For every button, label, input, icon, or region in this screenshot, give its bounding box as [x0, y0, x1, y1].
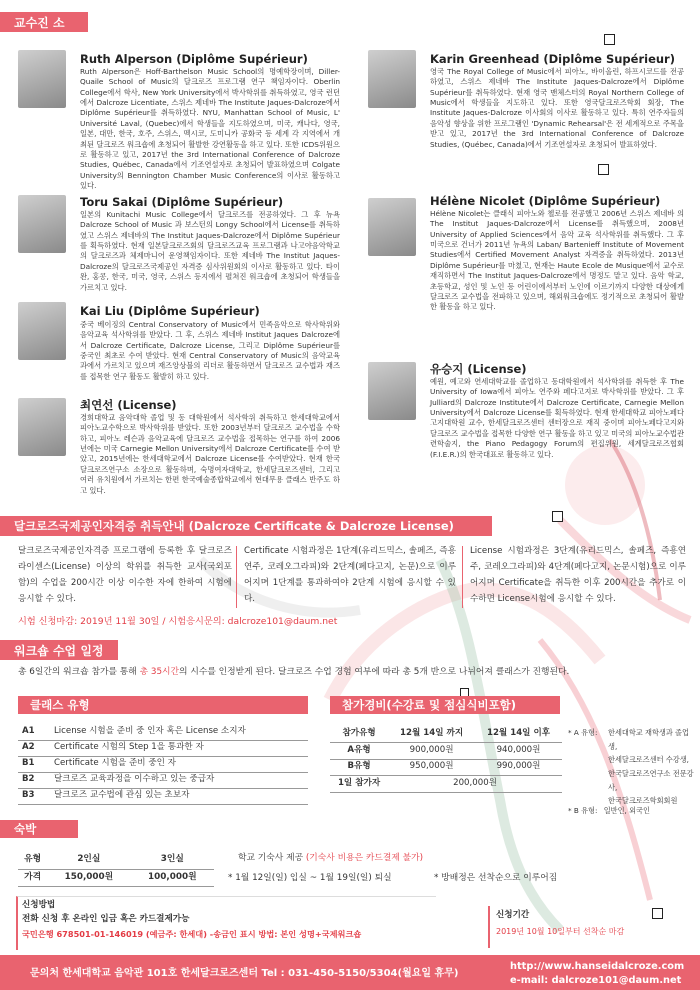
- fees-header: 12월 14일 이후: [475, 726, 562, 743]
- table-row: [330, 743, 562, 760]
- faculty-bio: 예원, 예고와 연세대학교를 졸업하고 동대학원에서 석사학위를 취득한 후 The University of Iowa에서 피아노 연주와 페다고지로 박사학위를 받았다. 그 후 Julliard의 Dalcroze Institute에서 Dalcroze Certificate, Carnegie Mellon University에서 Dalcroze License를 획득하였다. 현재 한세대학교 피아노페다고지대학원 교수, 한세달크로즈센터 센터장으로 재직 중이며 피아노페다고지와 달크로즈 교수법을 접목한 다양한 연구 활동을 하고 있고 미국의 피아노교수법관련학술지, the Piano Pedagogy Forum의 편집위원, 세계달크로즈협회(F.I.E.R.)의 한국대표로 활동하고 있다.: [430, 377, 684, 459]
- dorm-info: [238, 853, 423, 865]
- lodging-header: 3인실: [131, 852, 214, 869]
- faculty-photo-kai-liu: [18, 302, 66, 360]
- faculty-section-title: 교수진 소개: [0, 12, 88, 32]
- fees-note-a-line: 한세달크로즈센터 수강생,: [608, 755, 689, 765]
- footer-url[interactable]: http://www.hanseidalcroze.com: [510, 961, 685, 972]
- table-row: [18, 772, 308, 788]
- class-desc: Certificate 시험을 준비 중인 자: [48, 756, 308, 772]
- dorm-card-note: (기숙사 비용은 카드결제 불가): [305, 853, 424, 863]
- faculty-photo-toru-sakai: [18, 195, 66, 253]
- fees-value: 990,000원: [475, 759, 562, 776]
- certificate-col-1: 달크로즈국제공인자격증 프로그램에 등록한 후 달크로즈 라이센스(License) 이상의 학위를 취득한 교사(국외포함)의 수업을 200시간 이상 이수한 자에 한하여 시험에 응시할 수 있다.: [18, 546, 232, 604]
- fees-note-b: [568, 806, 650, 816]
- faculty-name: 유승지 (License): [430, 362, 527, 376]
- lodging-price: 150,000원: [47, 869, 130, 886]
- workshop-intro-a: 총 6일간의 워크숍 참가를 통해: [18, 667, 140, 677]
- faculty-name: Hélène Nicolet (Diplôme Supérieur): [430, 194, 661, 208]
- fees-header: 12월 14일 까지: [388, 726, 475, 743]
- apply-period-title: 신청기간: [496, 910, 530, 920]
- faculty-photo-helene-nicolet: [368, 198, 416, 256]
- dorm-dates: * 1월 12일(일) 입실 ~ 1월 19일(일) 퇴실: [228, 873, 392, 883]
- lodging-title: 숙박: [0, 820, 78, 838]
- lodging-table: [18, 852, 214, 887]
- lodging-price-label: 가격: [18, 869, 47, 886]
- class-code: A1: [18, 724, 48, 740]
- table-row: [18, 756, 308, 772]
- class-code: B2: [18, 772, 48, 788]
- divider: [462, 546, 463, 608]
- apply-method-text: 전화 신청 후 온라인 입금 혹은 카드결제가능: [22, 914, 190, 924]
- fees-note-a-line: 한국달크로즈연구소 전문강사,: [608, 769, 694, 792]
- fees-note-b-label: * B 유형:: [568, 806, 598, 815]
- fees-note-a-label: * A 유형:: [568, 728, 598, 737]
- decor-square: [604, 34, 615, 45]
- footer-email[interactable]: e-mail: dalcroze101@daum.net: [510, 975, 682, 986]
- faculty-photo-choi-yeonseon: [18, 398, 66, 456]
- fees-value: 900,000원: [388, 743, 475, 760]
- faculty-photo-karin-greenhead: [368, 50, 416, 108]
- table-row: [18, 869, 214, 886]
- fees-value: 940,000원: [475, 743, 562, 760]
- workshop-intro: [18, 667, 569, 679]
- class-types-title: 클래스 유형: [18, 696, 308, 714]
- fees-table: [330, 726, 562, 793]
- fees-type: B유형: [330, 759, 388, 776]
- decor-square: [552, 511, 563, 522]
- faculty-bio: 경희대학교 음악대학 졸업 및 동 대학원에서 석사학위 취득하고 한세대학교에서 피아노교수학으로 박사학위를 받았다. 또한 2003년부터 달크로즈 교수법을 수학하고, 피아노 레슨과 음악교육에 달크로즈 교수법을 접목하는 연구를 하여 2006년에는 미국 Carnegie Mellon University에서 Dalcroze Certificate를 수여 받았고, 2015년에는 한세대학교에서 Dalcroze License를 수여받았다. 현재 한국달크로즈연구소 소장으로 활동하며, 숙명여자대학교, 한세달크로즈센터, 그리고 여러 유치원에서 가르치는 한편 한국예술종합학교에서 현대무용 클래스 반주도 하고 있다.: [80, 413, 340, 495]
- dorm-assign: * 방배정은 선착순으로 이루어짐: [434, 873, 558, 883]
- fees-note-b-text: 일반인, 외국인: [603, 806, 650, 815]
- fees-type: A유형: [330, 743, 388, 760]
- faculty-bio: 영국 The Royal College of Music에서 피아노, 바이올린, 하프시코드를 전공하였고, 스위스 제네바 The Institute Jaques-Dalcroze에서 Diplôme Supérieur를 취득하였다. 현재 영국 맨체스터의 Royal Northern College of Music에서 학생들을 지도하고 있다. 또한 영국달크로즈학회 회장, The Institute Jaques-Dalcroze 이사회의 이사로 활동하고 있다. 특히 연주자들의 음악성 향상을 위한 프로그램인 'Dynamic Rehearsal'은 전 세계적으로 주목을 받고 있고, 2017년 the 3rd International Conference of Dalcroze Studies, (Québec, Canada)에서 기조연설자로 초청되어 발표하였다.: [430, 67, 684, 149]
- certificate-section-title: 달크로즈국제공인자격증 취득안내 (Dalcroze Certificate & Dalcroze License): [0, 516, 492, 536]
- faculty-name: Toru Sakai (Diplôme Supérieur): [80, 195, 284, 209]
- lodging-header: 유형: [18, 852, 47, 869]
- faculty-name: Karin Greenhead (Diplôme Supérieur): [430, 52, 675, 66]
- workshop-intro-b: 의 시수를 인정받게 된다. 달크로즈 수업 경험 여부에 따라 총 5개 반으로 나뉘어져 클래스가 진행된다.: [179, 667, 570, 677]
- class-desc: License 시험을 준비 중 인자 혹은 License 소지자: [48, 724, 308, 740]
- lodging-price: 100,000원: [131, 869, 214, 886]
- decor-square: [652, 908, 663, 919]
- fees-value: 200,000원: [388, 776, 562, 793]
- faculty-name: Kai Liu (Diplôme Supérieur): [80, 304, 260, 318]
- class-code: A2: [18, 740, 48, 756]
- certificate-col-3: License 시험과정은 3단계(유리드믹스, 솔페즈, 즉흥연주, 코레오그라피)와 4단계(페다고지, 논문시험)으로 이루어지며 Certificate을 취득한 이후 200시간을 추가로 이수하면 License시험에 응시할 수 있다.: [470, 546, 686, 604]
- workshop-intro-hours: 총 35시간: [139, 667, 180, 677]
- class-desc: 달크로즈 교육과정을 이수하고 있는 중급자: [48, 772, 308, 788]
- certificate-deadline: 시험 신청마감: 2019년 11월 30일 / 시험응시문의: dalcroze101@daum.net: [18, 616, 338, 627]
- apply-bank: 국민은행 678501-01-146019 (예금주: 한세대) -송금인 표시 방법: 본인 성명+국제워크숍: [22, 929, 362, 939]
- class-code: B3: [18, 788, 48, 804]
- faculty-bio: 일본의 Kunitachi Music College에서 달크로즈를 전공하였다. 그 후 뉴욕 Dalcroze School of Music 과 보스턴의 Longy School에서 License를 취득하였고 스위스 제네바의 The Institut Jaques-Dalcroze에서 Diplôme Supérieur를 획득하였다. 현재 일본달크로즈회의 달크로즈교육 프로그램과 나고야음악학교의 달크로즈과 체제마니어 운영책임자이다. 또한 제네바 The Institut Jaques-Dalcroze의 달크로즈국제공인 자격증 심사위원회의 이사로 활동하고 있다. 타이완, 홍콩, 한국, 미국, 영국, 스위스 등지에서 펼쳐진 워크숍에 초청되어 학생들을 가르치고 있다.: [80, 210, 340, 292]
- faculty-photo-yoo-seungji: [368, 362, 416, 420]
- divider: [236, 546, 237, 608]
- dorm-text: 학교 기숙사 제공: [238, 853, 306, 863]
- table-row: [18, 740, 308, 756]
- workshop-section-title: 워크숍 수업 일정: [0, 640, 118, 660]
- faculty-name: Ruth Alperson (Diplôme Supérieur): [80, 52, 308, 66]
- faculty-bio: Hélène Nicolet는 클래식 피아노와 첼로를 전공했고 2006년 스위스 제네바 의 The Institut Jaques-Dalcroze에서 License를 취득했으며, 2008년 University of Applied Sciences에서 음악 교육 석사학위를 취득했다. 그 후 미국으로 건너가 2011년 뉴욕의 Laban/ Bartenieff Institute of Movement Studies에서 Certified Movement Analyst 자격증을 취득하였다. 2013년 Diplôme Supérieur를 마쳤고, 현재는 Haute Ecole de Musique에서 교수로 재직하면서 The Institut Jaques-Dalcroze에서 명정도 맡고 있다. 음악 학교, 초등학교, 성인 및 노인 등 어린이에서부터 노인에 이르기까지 다양한 대상에게 달크로즈 교수법을 전파하고 있으며, 해외워크숍에도 정기적으로 초청되어 활발한 활동을 하고 있다.: [430, 209, 684, 312]
- fees-type: 1일 참가자: [330, 776, 388, 793]
- certificate-col-2: Certificate 시험과정은 1단계(유리드믹스, 솔페즈, 즉흥연주, 코레오그라피)와 2단계(페다고지, 논문)으로 이루어지며 1단계를 통과하여야 2단계 시험에 응시할 수 있다.: [244, 546, 456, 604]
- table-row: [330, 726, 562, 743]
- fees-note-a-line: 한국달크로즈학회회원: [608, 796, 678, 806]
- fees-value: 950,000원: [388, 759, 475, 776]
- fees-header: 참가유형: [330, 726, 388, 743]
- decor-square: [598, 164, 609, 175]
- class-types-table: [18, 724, 308, 805]
- table-row: [18, 724, 308, 740]
- faculty-bio: 중국 베이징의 Central Conservatory of Music에서 민족음악으로 학사학위와 음악교육 석사학위를 받았다. 그 후, 스위스 제네바 Institut Jaques Dalcroze에서 Dalcroze Certificate, Dalcroze License, 그리고 Diplôme Supérieur를 중국인 최초로 수여 받았다. 현재 Central Conservatory of Music의 음악교육과에서 가르치고 있으며 재즈앙상블의 리더로 활동하면서 달크로즈 교수법과 재즈를 접목한 연구 활동도 활발히 하고 있다.: [80, 320, 340, 381]
- fees-note-a-line: 한세대학교 재학생과 졸업생,: [608, 728, 689, 751]
- faculty-photo-ruth-alperson: [18, 50, 66, 108]
- lodging-header: 2인실: [47, 852, 130, 869]
- class-desc: 달크로즈 교수법에 관심 있는 초보자: [48, 788, 308, 804]
- footer-contact: 문의처 한세대학교 음악관 101호 한세달크로즈센터 Tel : 031-450-5150/5304(월요일 휴무): [30, 968, 459, 979]
- class-desc: Certificate 시험의 Step 1을 통과한 자: [48, 740, 308, 756]
- faculty-name: 최연선 (License): [80, 398, 177, 412]
- table-row: [18, 852, 214, 869]
- fees-title: 참가경비(수강료 및 점심식비포함): [330, 696, 560, 714]
- apply-method-title: 신청방법: [22, 900, 56, 910]
- table-row: [330, 776, 562, 793]
- faculty-bio: Ruth Alperson은 Hoff-Barthelson Music School의 명예학장이며, Diller-Quaile School of Music의 달크로즈 프로그램 연구 책임자이다. Oberlin College에서 학사, New York University에서 박사학위를 취득하였고, 영국 런던에서 Dalcroze Licentiate, 스위스 제네바 The Institute Jaques-Dalcroze에서 Diplôme Supérieur를 취득하였다. NYU, Manhattan School of Music, L' Université Laval, (Quebec)에서 학생들을 지도하였으며, 미국, 캐나다, 영국, 일본, 대만, 한국, 호주, 스위스, 멕시코, 도미니카 공화국 등 세계 각 지역에서 개최된 달크로즈 워크숍에 초청되어 활발한 강연활동을 하고 있다. 또한 ICDS위원으로 활동하고 있고, 2017년 the 3rd International Conference of Dalcroze Studies, Québec, Canada에서 기조연설자로 초청되어 발표하였으며 Colgate University의 Bennington Chamber Music Conference의 이사로 활동하고 있다.: [80, 67, 340, 190]
- class-code: B1: [18, 756, 48, 772]
- table-row: [18, 788, 308, 804]
- footer: [0, 955, 700, 990]
- fees-note-a: [568, 726, 696, 808]
- table-row: [330, 759, 562, 776]
- apply-period-text: 2019년 10월 10일부터 선착순 마감: [496, 927, 625, 936]
